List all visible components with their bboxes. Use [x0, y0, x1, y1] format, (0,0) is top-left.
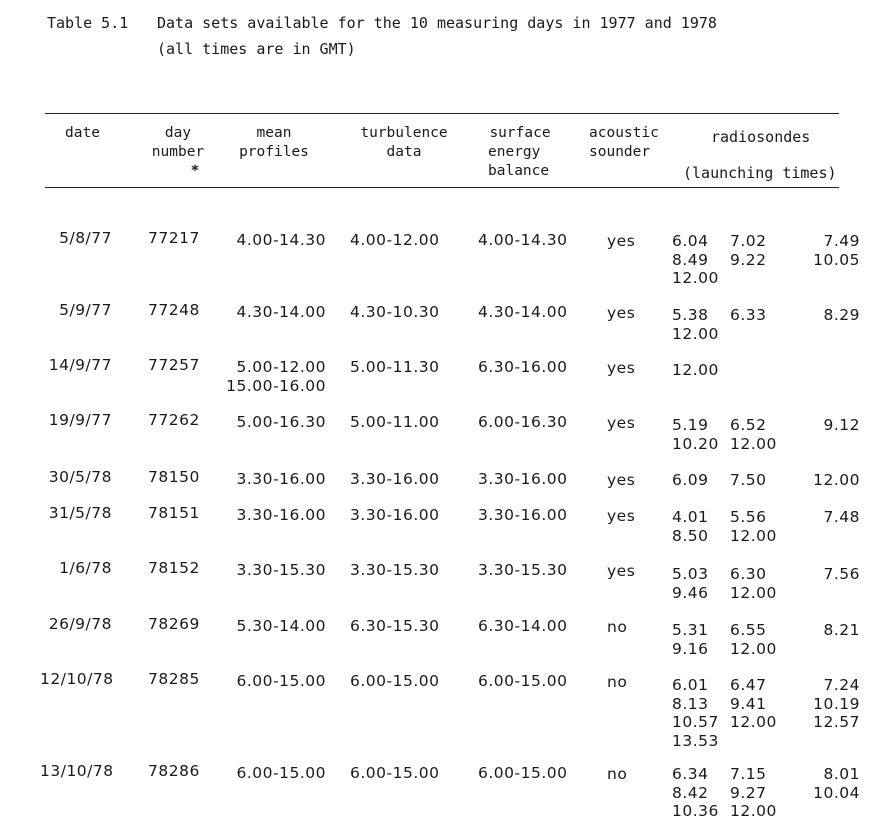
cell-date: 31/5/78	[48, 504, 112, 522]
radiosonde-time: 5.38	[672, 306, 709, 324]
cell-radiosondes	[672, 676, 860, 750]
radiosonde-time: 8.49	[672, 250, 709, 269]
radiosonde-time: 9.22	[730, 250, 767, 269]
cell-acoustic-sounder: yes	[607, 414, 636, 432]
radiosonde-time: 8.29	[823, 306, 860, 324]
radiosonde-time: 8.42	[672, 783, 709, 802]
radiosonde-time	[790, 361, 860, 380]
cell-turbulence-data: 3.30-16.00	[350, 506, 440, 524]
table-caption-label: Table 5.1	[47, 14, 129, 32]
cell-date: 19/9/77	[48, 411, 112, 429]
cell-radiosondes	[672, 765, 860, 821]
header-day-number: day number *	[151, 125, 205, 179]
radiosonde-time	[730, 361, 790, 380]
radiosonde-time: 10.19	[813, 694, 860, 713]
radiosonde-time	[790, 435, 860, 454]
radiosonde-time	[730, 732, 790, 751]
cell-mean-profiles	[222, 506, 326, 525]
cell-mean-profiles	[222, 672, 326, 691]
cell-acoustic-sounder: no	[607, 673, 628, 691]
cell-mean-profiles-line: 5.30-14.00	[236, 617, 326, 635]
cell-mean-profiles	[222, 303, 326, 322]
radiosonde-time: 6.33	[730, 306, 767, 324]
radiosonde-time: 7.50	[730, 471, 767, 489]
cell-surface-energy-balance: 6.30-16.00	[478, 358, 568, 376]
radiosonde-time: 10.04	[813, 783, 860, 802]
cell-acoustic-sounder: no	[607, 765, 628, 783]
cell-mean-profiles	[222, 358, 326, 395]
cell-mean-profiles-line: 5.00-16.30	[236, 413, 326, 431]
cell-turbulence-data: 3.30-16.00	[350, 470, 440, 488]
radiosonde-time: 6.04	[672, 232, 709, 250]
cell-radiosondes	[672, 306, 860, 343]
cell-date: 26/9/78	[48, 615, 112, 633]
radiosonde-time: 4.01	[672, 508, 709, 526]
radiosonde-time: 6.47	[730, 676, 767, 694]
header-turbulence-data: turbulence data	[360, 125, 448, 160]
radiosonde-time: 6.30	[730, 565, 767, 583]
radiosonde-time: 6.52	[730, 416, 767, 434]
radiosonde-time: 5.19	[672, 416, 709, 434]
cell-surface-energy-balance: 3.30-16.00	[478, 470, 568, 488]
cell-surface-energy-balance: 3.30-15.30	[478, 561, 568, 579]
radiosonde-time: 12.00	[730, 639, 777, 658]
header-mean-profiles: mean profiles	[239, 125, 309, 160]
radiosonde-time: 9.27	[730, 783, 767, 802]
cell-mean-profiles-line: 3.30-16.00	[236, 470, 326, 488]
cell-surface-energy-balance: 6.00-16.30	[478, 413, 568, 431]
radiosonde-time: 6.01	[672, 676, 709, 694]
cell-mean-profiles-line: 4.00-14.30	[236, 231, 326, 249]
header-acoustic-sounder: acoustic sounder	[589, 125, 659, 160]
radiosonde-time	[790, 640, 860, 659]
radiosonde-time: 7.02	[730, 232, 767, 250]
cell-mean-profiles	[222, 413, 326, 432]
radiosonde-time: 9.12	[823, 416, 860, 434]
radiosonde-time	[730, 269, 790, 288]
cell-acoustic-sounder: yes	[607, 359, 636, 377]
radiosonde-time: 9.41	[730, 694, 767, 713]
cell-surface-energy-balance: 6.00-15.00	[478, 672, 568, 690]
radiosonde-time: 12.00	[730, 526, 777, 545]
radiosonde-time: 5.03	[672, 565, 709, 583]
header-surface-energy-balance: surface energy balance	[488, 125, 551, 179]
radiosonde-time: 7.15	[730, 765, 767, 783]
radiosonde-time	[790, 802, 860, 821]
cell-turbulence-data: 5.00-11.30	[350, 358, 440, 376]
radiosonde-time: 6.55	[730, 621, 767, 639]
cell-surface-energy-balance: 6.00-15.00	[478, 764, 568, 782]
cell-radiosondes	[672, 416, 860, 453]
cell-radiosondes	[672, 232, 860, 288]
radiosonde-time: 7.48	[823, 508, 860, 526]
cell-acoustic-sounder: yes	[607, 507, 636, 525]
cell-day-number: 78151	[148, 504, 200, 522]
cell-radiosondes	[672, 565, 860, 602]
cell-mean-profiles	[222, 764, 326, 783]
cell-day-number: 78286	[148, 762, 200, 780]
radiosonde-time: 5.31	[672, 621, 709, 639]
cell-date: 1/6/78	[59, 559, 112, 577]
radiosonde-time: 12.57	[813, 713, 860, 731]
radiosonde-time: 10.05	[813, 250, 860, 269]
table-header-rule	[45, 187, 839, 188]
cell-mean-profiles-line: 4.30-14.00	[236, 303, 326, 321]
cell-radiosondes	[672, 361, 840, 380]
radiosonde-time: 10.57	[672, 713, 719, 731]
radiosonde-time: 9.16	[672, 639, 709, 658]
header-radiosondes: radiosondes	[711, 128, 811, 146]
cell-day-number: 78285	[148, 670, 200, 688]
radiosonde-time: 13.53	[672, 731, 719, 750]
cell-mean-profiles	[222, 470, 326, 489]
cell-acoustic-sounder: yes	[607, 304, 636, 322]
header-date: date	[65, 125, 100, 141]
table-caption-note: (all times are in GMT)	[157, 40, 356, 58]
cell-date: 14/9/77	[48, 356, 112, 374]
radiosonde-time: 12.00	[730, 802, 777, 820]
cell-radiosondes	[672, 621, 860, 658]
cell-date: 13/10/78	[40, 762, 114, 780]
radiosonde-time: 8.13	[672, 694, 709, 713]
radiosonde-time: 12.00	[730, 434, 777, 453]
cell-acoustic-sounder: yes	[607, 232, 636, 250]
radiosonde-time	[790, 732, 860, 751]
radiosonde-time	[790, 527, 860, 546]
cell-surface-energy-balance: 4.00-14.30	[478, 231, 568, 249]
cell-mean-profiles-line: 3.30-15.30	[236, 561, 326, 579]
cell-turbulence-data: 6.00-15.00	[350, 672, 440, 690]
cell-mean-profiles	[222, 617, 326, 636]
radiosonde-time: 8.50	[672, 526, 709, 545]
cell-acoustic-sounder: yes	[607, 562, 636, 580]
radiosonde-time: 6.09	[672, 471, 709, 489]
cell-date: 5/8/77	[59, 229, 112, 247]
cell-day-number: 77248	[148, 301, 200, 319]
radiosonde-time: 12.00	[672, 324, 719, 343]
radiosonde-time: 12.00	[813, 471, 860, 489]
radiosonde-time: 5.56	[730, 508, 767, 526]
radiosonde-time	[790, 325, 860, 344]
radiosonde-time: 9.46	[672, 583, 709, 602]
cell-date: 12/10/78	[40, 670, 114, 688]
cell-radiosondes	[672, 471, 860, 490]
cell-day-number: 78269	[148, 615, 200, 633]
cell-turbulence-data: 4.00-12.00	[350, 231, 440, 249]
cell-mean-profiles-line: 3.30-16.00	[236, 506, 326, 524]
cell-acoustic-sounder: yes	[607, 471, 636, 489]
cell-surface-energy-balance: 3.30-16.00	[478, 506, 568, 524]
cell-turbulence-data: 5.00-11.00	[350, 413, 440, 431]
cell-day-number: 78150	[148, 468, 200, 486]
header-launching-times: (launching times)	[683, 164, 837, 182]
cell-date: 30/5/78	[48, 468, 112, 486]
cell-turbulence-data: 6.30-15.30	[350, 617, 440, 635]
radiosonde-time	[790, 269, 860, 288]
cell-mean-profiles-line: 15.00-16.00	[226, 376, 326, 395]
radiosonde-time: 12.00	[730, 583, 777, 602]
cell-surface-energy-balance: 4.30-14.00	[478, 303, 568, 321]
cell-day-number: 77262	[148, 411, 200, 429]
cell-mean-profiles-line: 6.00-15.00	[236, 764, 326, 782]
cell-turbulence-data: 6.00-15.00	[350, 764, 440, 782]
radiosonde-time: 8.01	[823, 765, 860, 783]
radiosonde-time: 7.24	[823, 676, 860, 694]
table-caption-title: Data sets available for the 10 measuring days in 1977 and 1978	[157, 14, 717, 32]
radiosonde-time: 7.56	[823, 565, 860, 583]
table-top-rule	[45, 113, 839, 114]
cell-turbulence-data: 4.30-10.30	[350, 303, 440, 321]
radiosonde-time: 6.34	[672, 765, 709, 783]
radiosonde-time: 7.49	[823, 232, 860, 250]
cell-day-number: 77257	[148, 356, 200, 374]
radiosonde-time: 12.00	[730, 713, 777, 731]
radiosonde-time: 8.21	[823, 621, 860, 639]
radiosonde-time: 10.20	[672, 434, 719, 453]
cell-date: 5/9/77	[59, 301, 112, 319]
radiosonde-time: 12.00	[672, 269, 719, 287]
cell-mean-profiles-line: 5.00-12.00	[236, 358, 326, 376]
cell-turbulence-data: 3.30-15.30	[350, 561, 440, 579]
radiosonde-time: 10.36	[672, 802, 719, 820]
cell-day-number: 77217	[148, 229, 200, 247]
cell-surface-energy-balance: 6.30-14.00	[478, 617, 568, 635]
cell-mean-profiles	[222, 231, 326, 250]
cell-mean-profiles	[222, 561, 326, 580]
cell-acoustic-sounder: no	[607, 618, 628, 636]
radiosonde-time	[730, 325, 790, 344]
cell-radiosondes	[672, 508, 860, 545]
radiosonde-time: 12.00	[672, 361, 719, 379]
cell-day-number: 78152	[148, 559, 200, 577]
cell-mean-profiles-line: 6.00-15.00	[236, 672, 326, 690]
radiosonde-time	[790, 584, 860, 603]
